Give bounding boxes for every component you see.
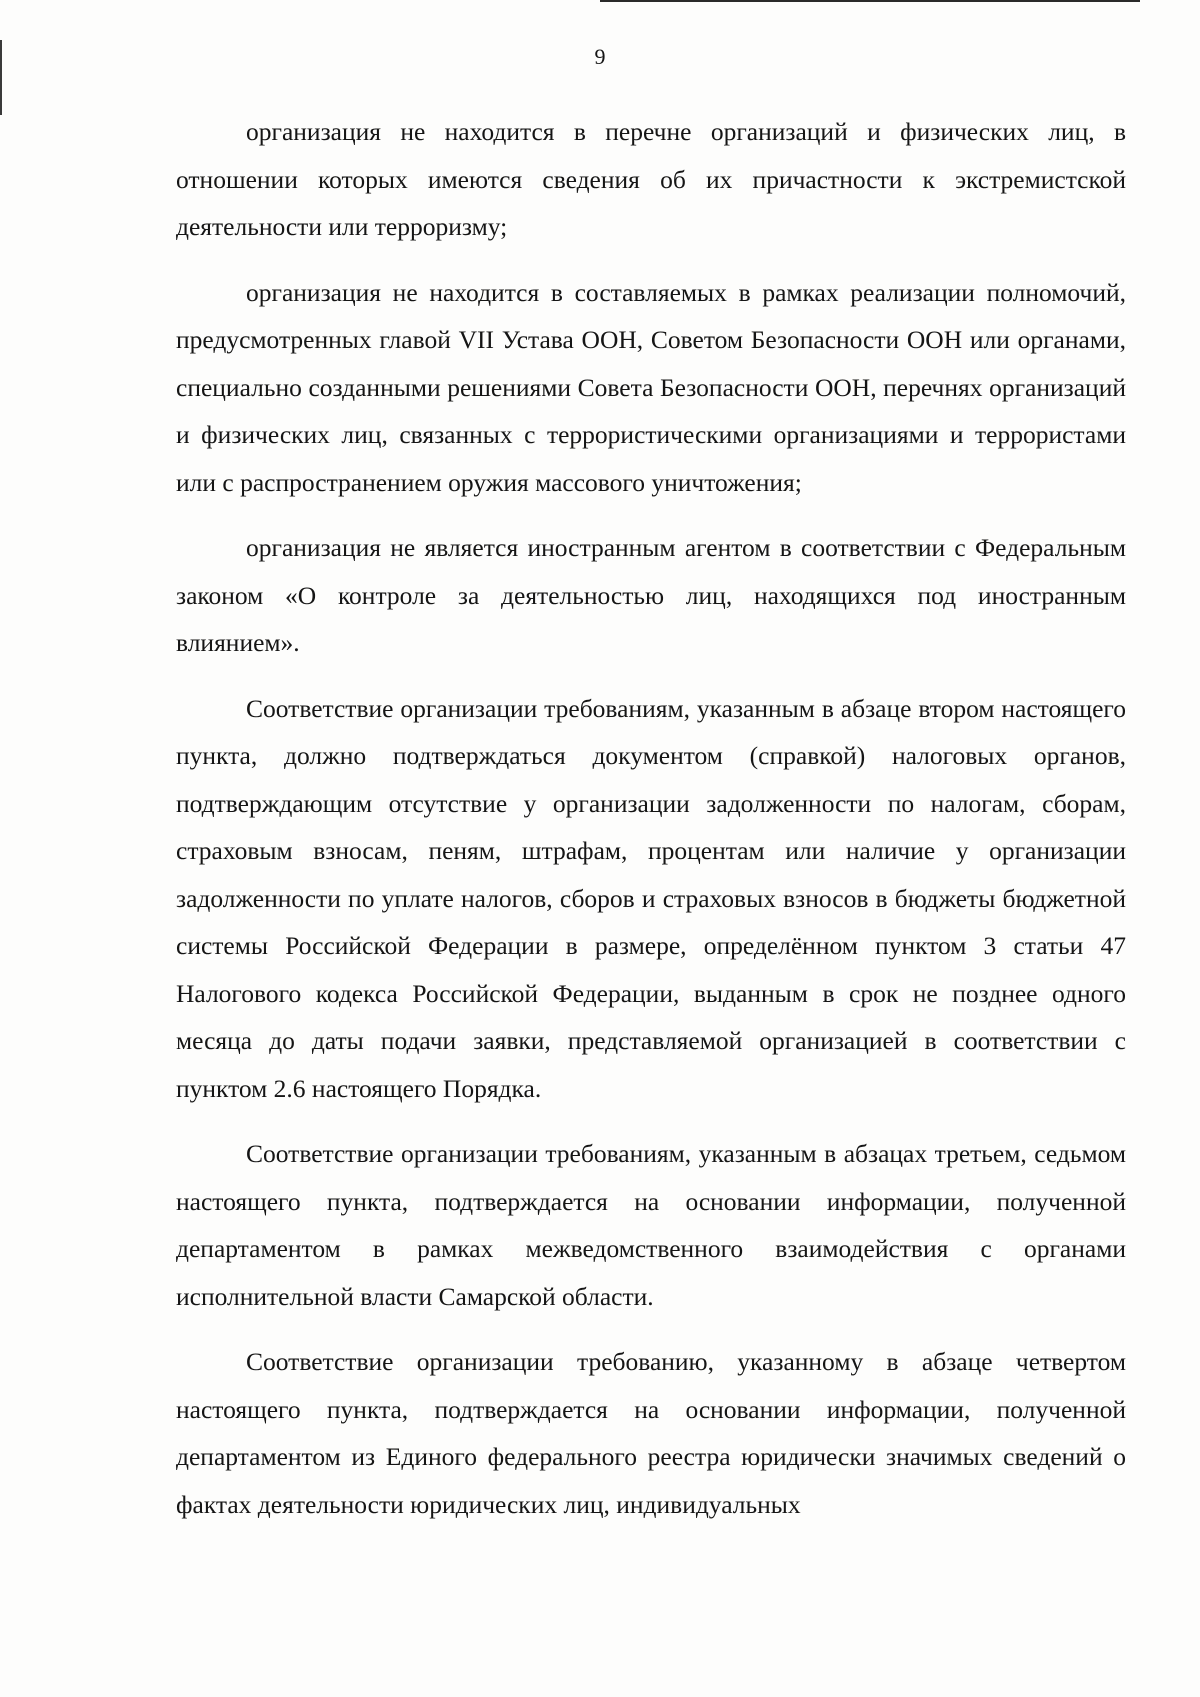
document-body	[176, 108, 1126, 1546]
page-number: 9	[594, 44, 606, 69]
paragraph-tax-certificate: Соответствие организации требованиям, указанным в абзаце втором настоящего пункта, должно подтверждаться документом (справкой) налоговых органов, подтверждающим отсутствие у организации задолженности по налогам, сборам, страховым взносам, пеням, штрафам, процентам или наличие у организации задолженности по уплате налогов, сборов и страховых взносов в бюджеты бюджетной системы Российской Федерации в размере, определённом пунктом 3 статьи 47 Налогового кодекса Российской Федерации, выданным в срок не позднее одного месяца до даты подачи заявки, представляемой организацией в соответствии с пунктом 2.6 настоящего Порядка.	[176, 693, 1126, 1103]
scan-top-rule	[600, 0, 1140, 2]
paragraph-un-sanctions-list: организация не находится в составляемых в рамках реализации полномочий, предусмотренных главой VII Устава ООН, Советом Безопасности ООН или органами, специально созданными решениями Совета Безопасности ООН, перечнях организаций и физических лиц, связанных с террористическими организациями и террористами или с распространением оружия массового уничтожения;	[176, 277, 1126, 497]
paragraph-extremism-list: организация не находится в перечне организаций и физических лиц, в отношении которых имеются сведения об их причастности к экстремистской деятельности или терроризму;	[176, 117, 1126, 241]
paragraph-federal-registry: Соответствие организации требованию, указанному в абзаце четвертом настоящего пункта, подтверждается на основании информации, полученной департаментом из Единого федерального реестра юридически значимых сведений о фактах деятельности юридических лиц, индивидуальных	[176, 1347, 1126, 1519]
paragraph-foreign-agent: организация не является иностранным агентом в соответствии с Федеральным законом «О контроле за деятельностью лиц, находящихся под иностранным влиянием».	[176, 533, 1126, 657]
paragraph-interagency-info: Соответствие организации требованиям, указанным в абзацах третьем, седьмом настоящего пункта, подтверждается на основании информации, полученной департаментом в рамках межведомственного взаимодействия с органами исполнительной власти Самарской области.	[176, 1139, 1126, 1311]
